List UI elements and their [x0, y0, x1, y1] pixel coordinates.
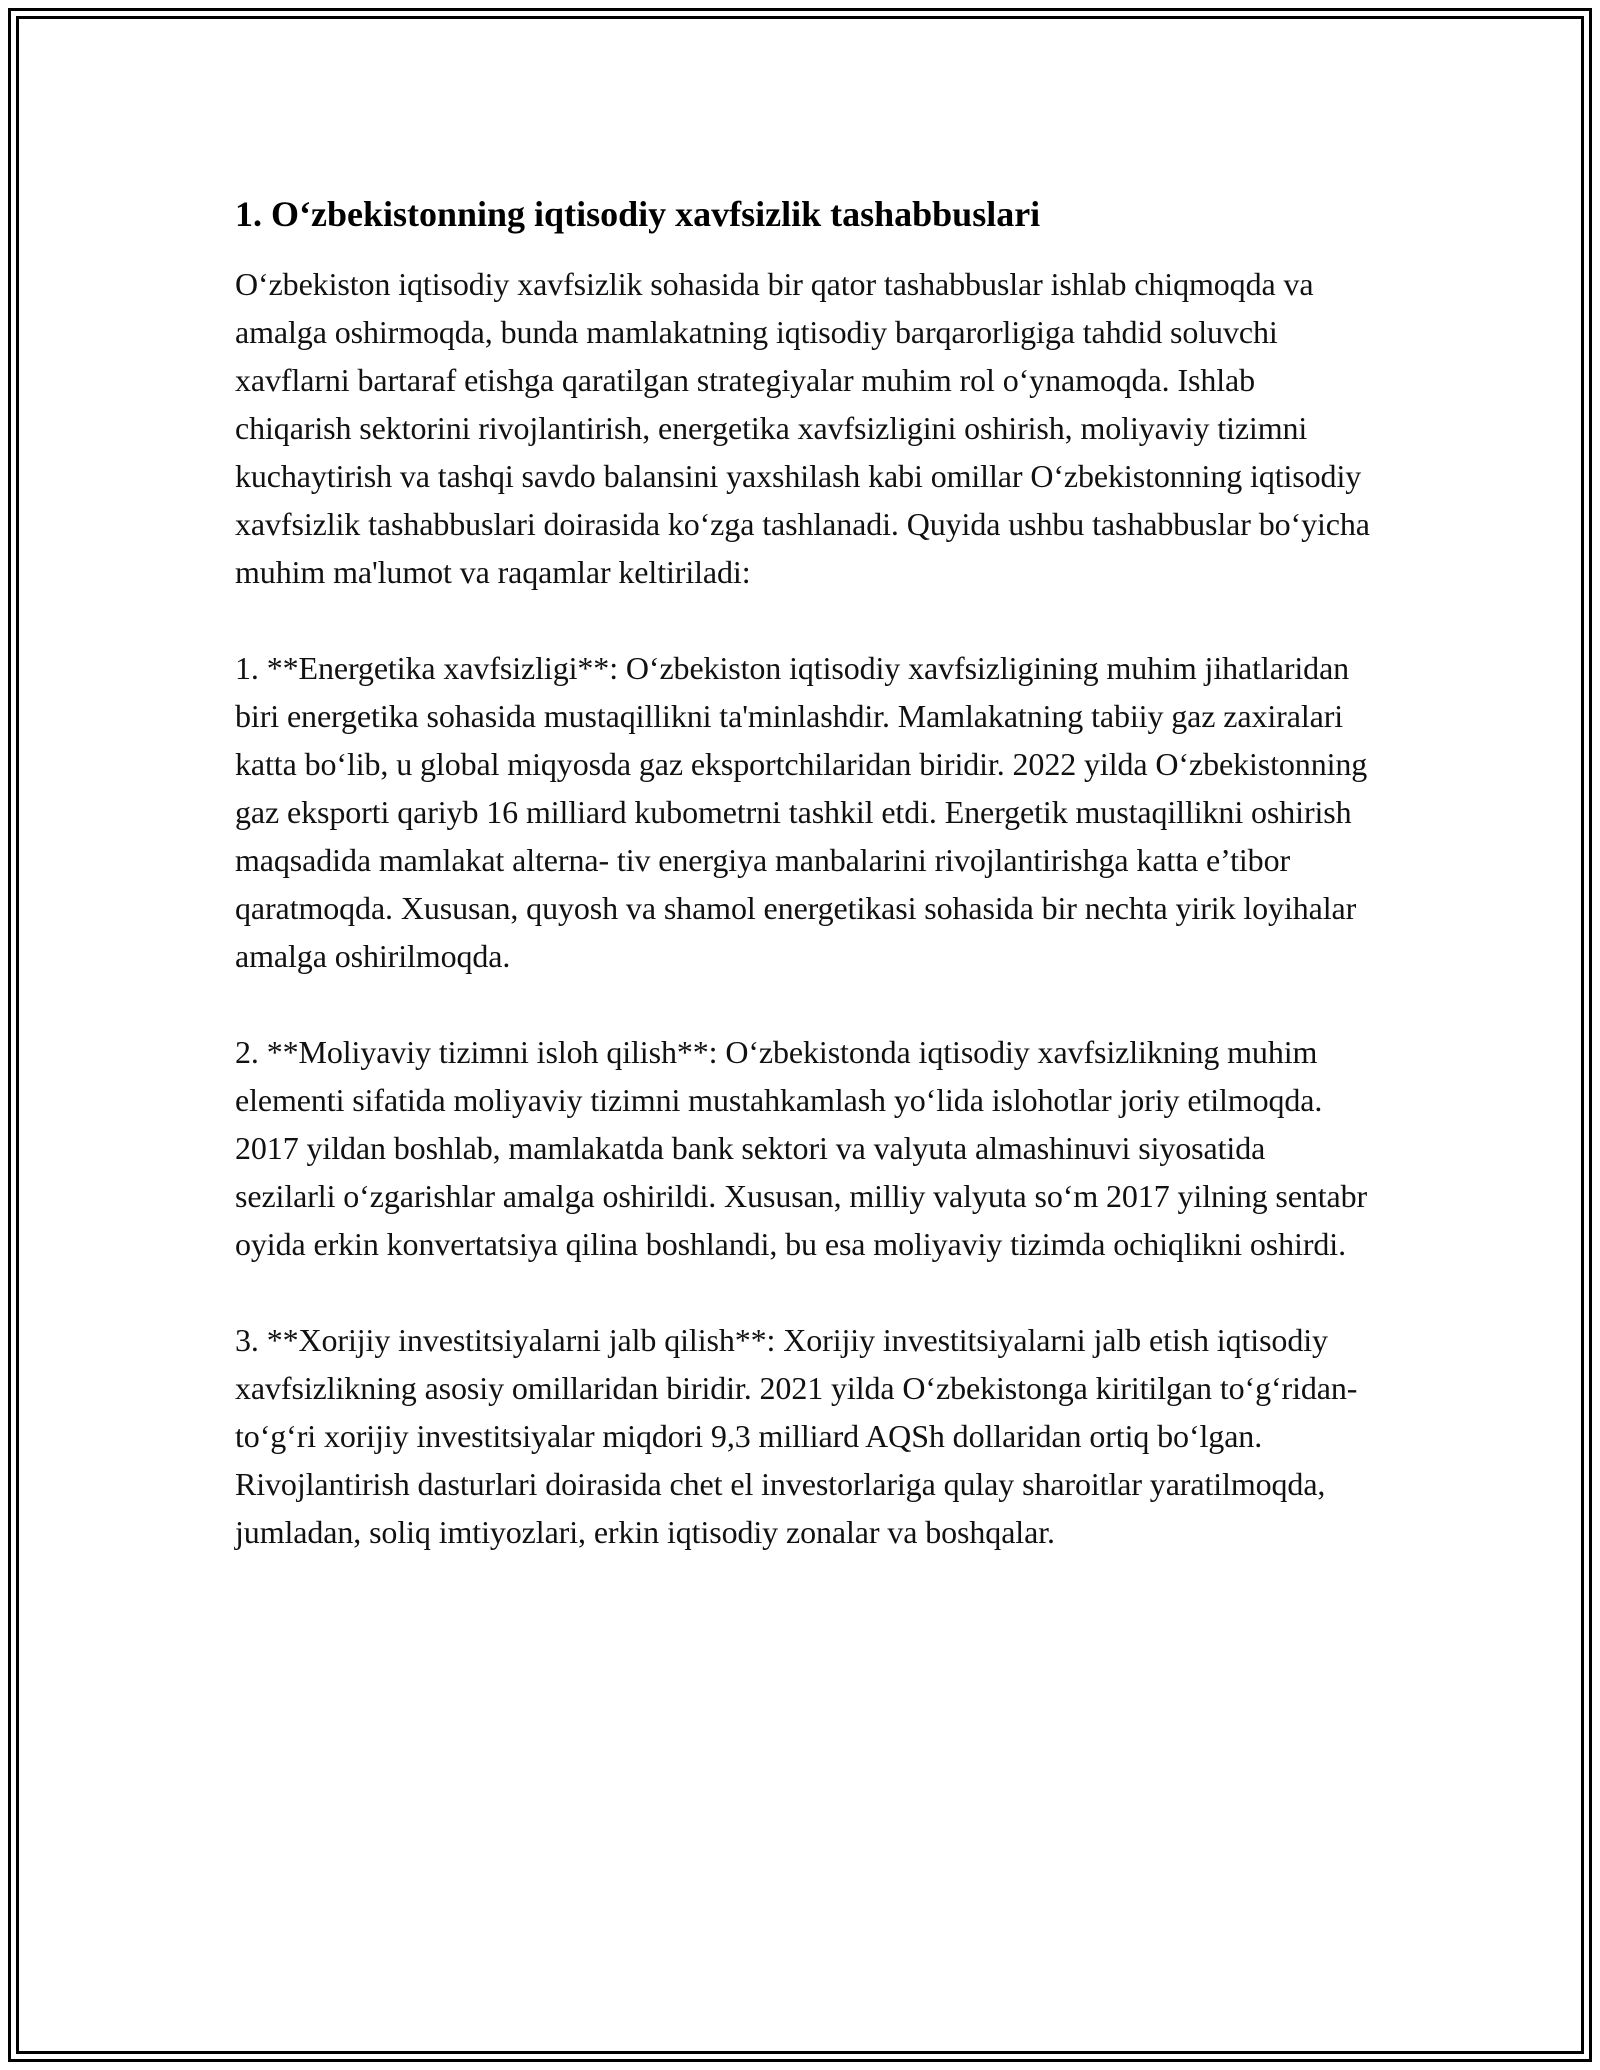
foreign-investment-paragraph: 3. **Xorijiy investitsiyalarni jalb qilish**: Xorijiy investitsiyalarni jalb etish iqtisodiy xavfsizlikning asosiy omillaridan biridir. 2021 yilda O‘zbekistonga kiritilgan to‘g‘ridan-to‘g‘ri xorijiy investitsiyalar miqdori 9,3 milliard AQSh dollaridan ortiq bo‘lgan. Rivojlantirish dasturlari doirasida chet el investorlariga qulay sharoitlar yaratilmoqda, jumladan, soliq imtiyozlari, erkin iqtisodiy zonalar va boshqalar.	[235, 1322, 1358, 1550]
financial-reform-paragraph: 2. **Moliyaviy tizimni isloh qilish**: O‘zbekistonda iqtisodiy xavfsizlikning muhim elementi sifatida moliyaviy tizimni mustahkamlash yo‘lida islohotlar joriy etilmoqda. 2017 yildan boshlab, mamlakatda bank sektori va valyuta almashinuvi siyosatida sezilarli o‘zgarishlar amalga oshirildi. Xususan, milliy valyuta so‘m 2017 yilning sentabr oyida erkin konvertatsiya qilina boshlandi, bu esa moliyaviy tizimda ochiqlikni oshirdi.	[235, 1034, 1368, 1262]
section-title: 1. O‘zbekistonning iqtisodiy xavfsizlik tashabbuslari	[235, 194, 1041, 234]
energy-security-paragraph: 1. **Energetika xavfsizligi**: O‘zbekiston iqtisodiy xavfsizligining muhim jihatlaridan biri energetika sohasida mustaqillikni ta'minlashdir. Mamlakatning tabiiy gaz zaxiralari katta bo‘lib, u global miqyosda gaz eksportchilaridan biridir. 2022 yilda O‘zbekistonning gaz eksporti qariyb 16 milliard kubometrni tashkil etdi. Energetik mustaqillikni oshirish maqsadida mamlakat alterna- tiv energiya manbalarini rivojlantirishga katta e’tibor qaratmoqda. Xususan, quyosh va shamol energetikasi sohasida bir nechta yirik loyihalar amalga oshirilmoqda.	[235, 650, 1368, 974]
intro-paragraph: O‘zbekiston iqtisodiy xavfsizlik sohasida bir qator tashabbuslar ishlab chiqmoqda va amalga oshirmoqda, bunda mamlakatning iqtisodiy barqarorligiga tahdid soluvchi xavflarni bartaraf etishga qaratilgan strategiyalar muhim rol o‘ynamoqda. Ishlab chiqarish sektorini rivojlantirish, energetika xavfsizligini oshirish, moliyaviy tizimni kuchaytirish va tashqi savdo balansini yaxshilash kabi omillar O‘zbekistonning iqtisodiy xavfsizlik tashabbuslari doirasida ko‘zga tashlanadi. Quyida ushbu tashabbuslar bo‘yicha muhim ma'lumot va raqamlar keltiriladi:	[235, 266, 1370, 590]
document-body	[235, 188, 1370, 1604]
